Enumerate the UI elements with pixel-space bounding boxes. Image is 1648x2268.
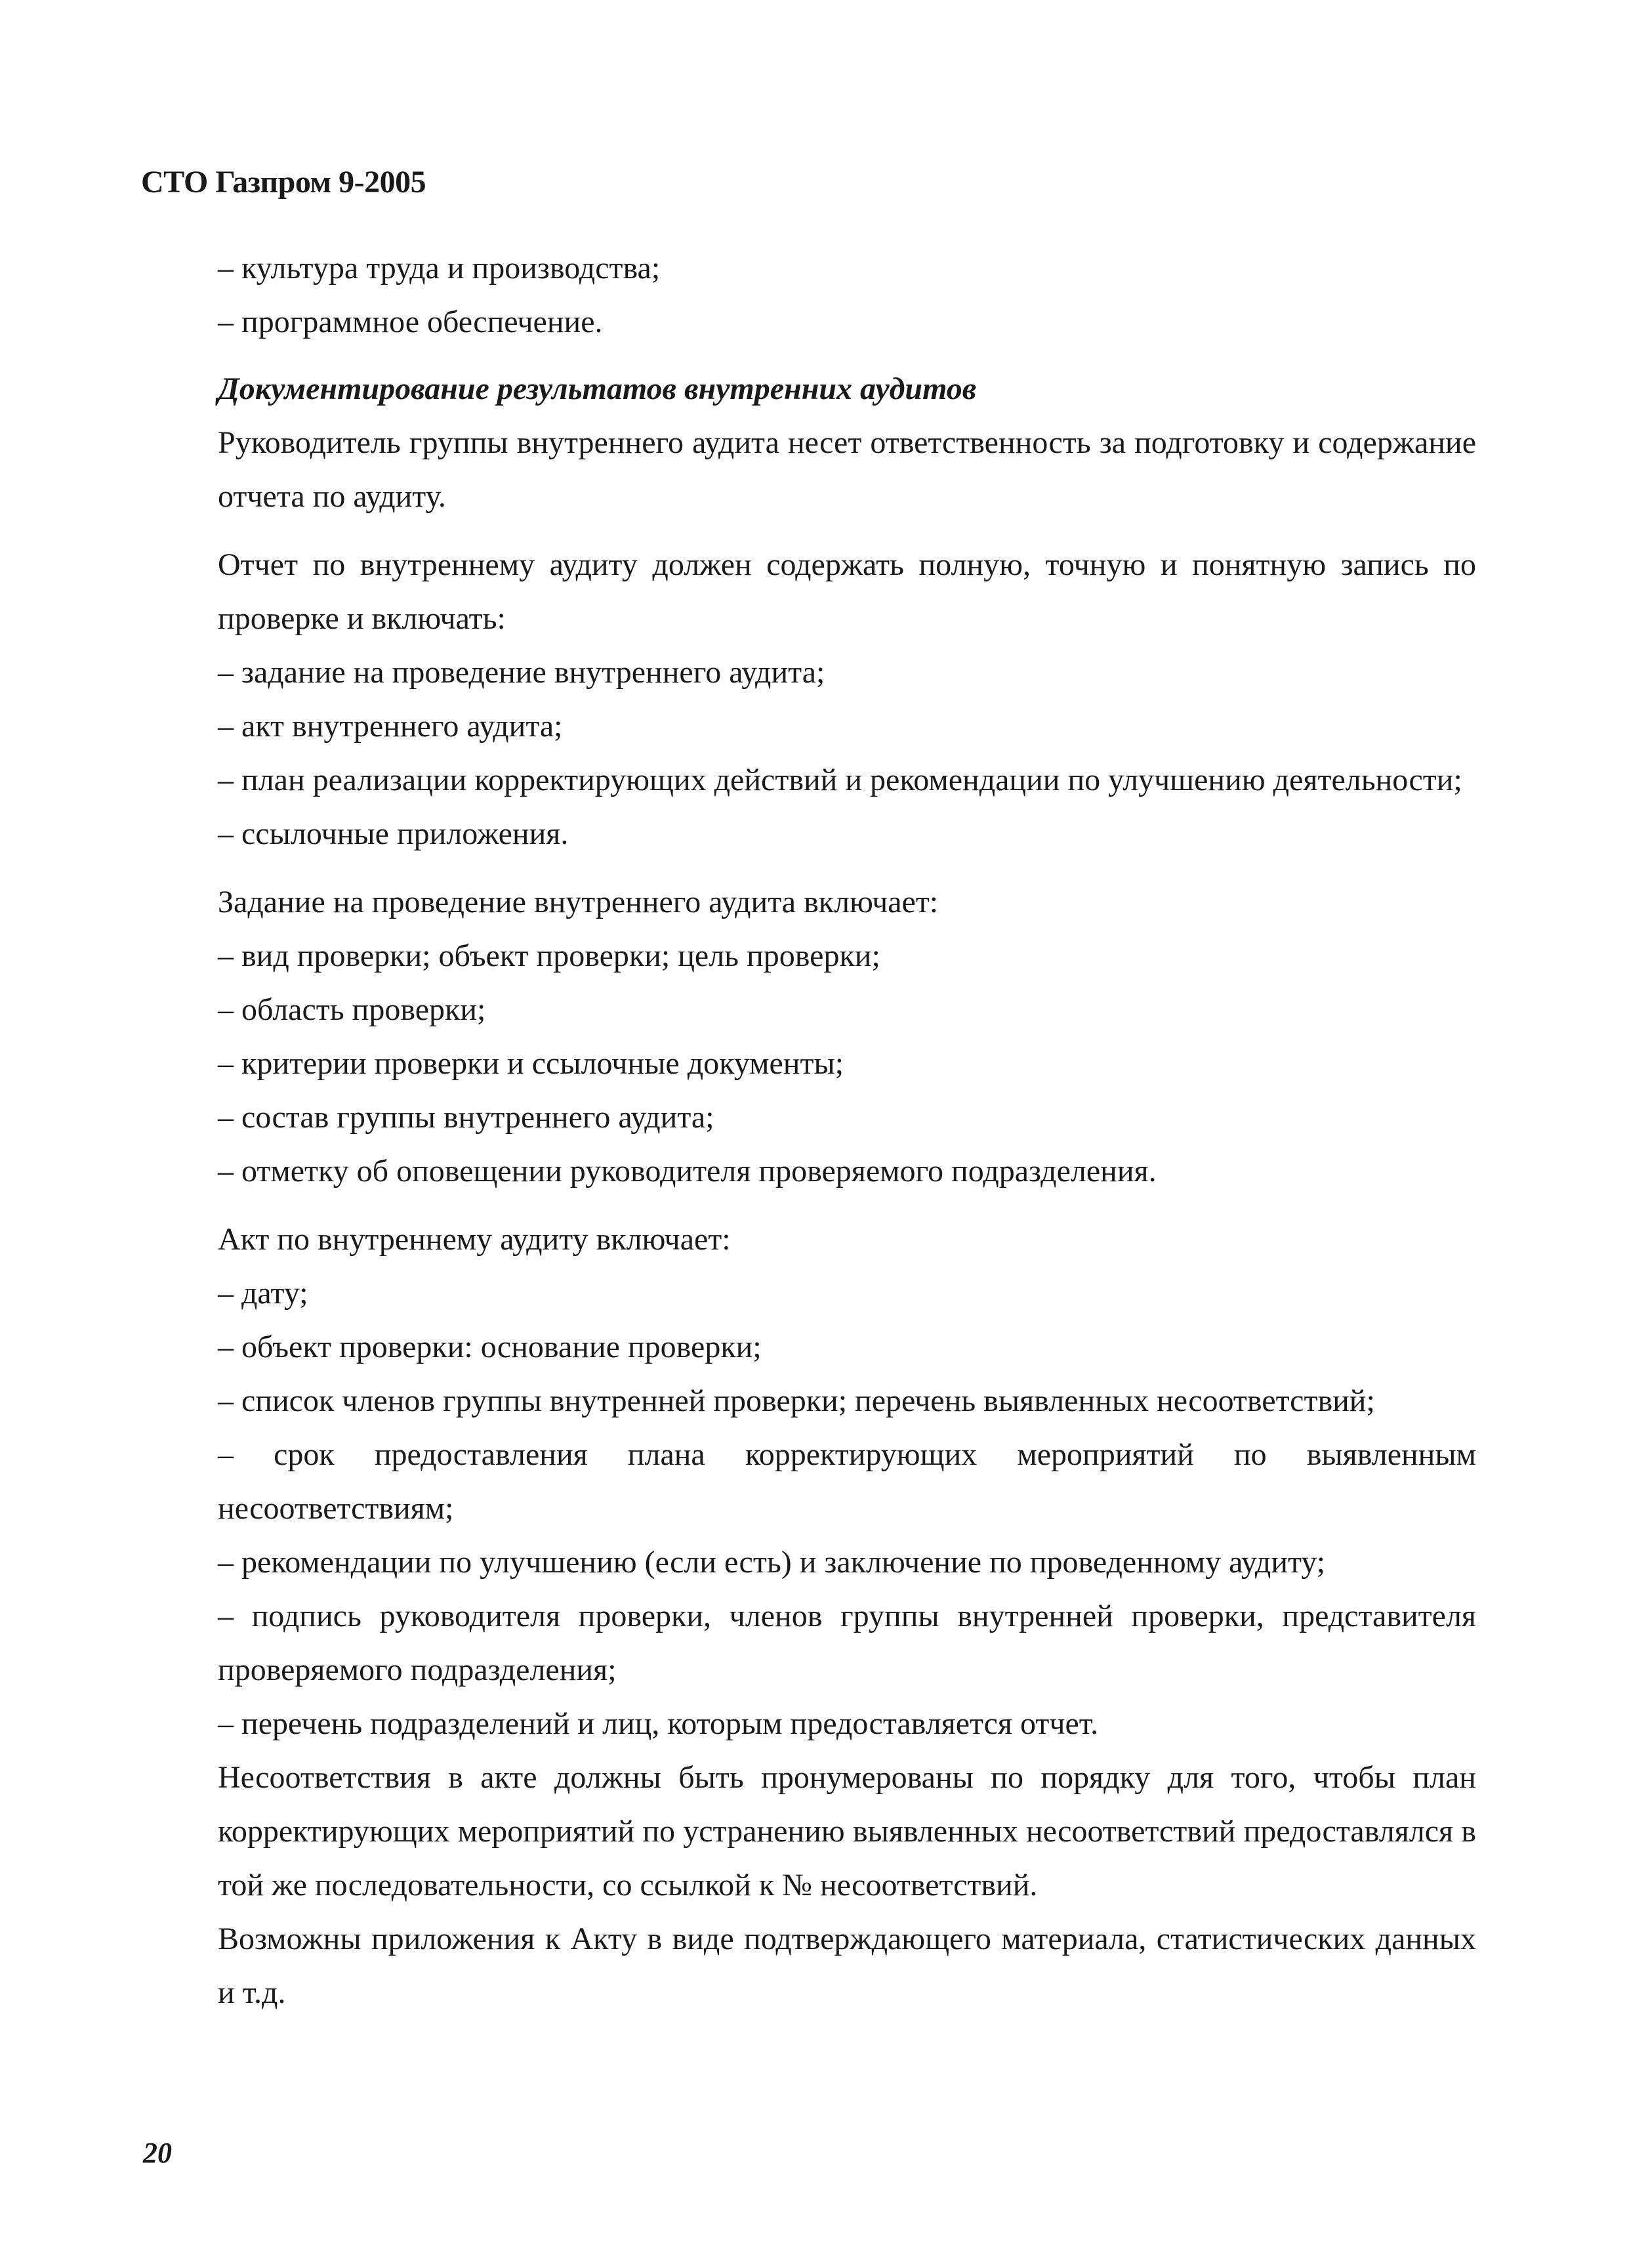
- list-item: – отметку об оповещении руководителя проверяемого подразделения.: [218, 1154, 1157, 1188]
- list-item: – критерии проверки и ссылочные документы;: [218, 1046, 844, 1081]
- list-item: – рекомендации по улучшению (если есть) и заключение по проведенному аудиту;: [218, 1545, 1326, 1580]
- list-item: – задание на проведение внутреннего аудита;: [218, 655, 825, 690]
- paragraph-attachments: Возможны приложения к Акту в виде подтверждающего материала, статистических данных и т.д.: [218, 1922, 1476, 2010]
- list-item: – культура труда и производства;: [218, 251, 661, 285]
- list-item: – подпись руководителя проверки, членов группы внутренней проверки, представителя проверяемого подразделения;: [218, 1599, 1476, 1687]
- document-header: СТО Газпром 9-2005: [141, 165, 426, 200]
- list-item: – срок предоставления плана корректирующих мероприятий по выявленным несоответствиям;: [218, 1437, 1476, 1526]
- list-item: – область проверки;: [218, 992, 486, 1027]
- list-item: – список членов группы внутренней проверки; перечень выявленных несоответствий;: [218, 1383, 1375, 1418]
- list-item: – дату;: [218, 1276, 308, 1311]
- list-item: – программное обеспечение.: [218, 304, 603, 339]
- paragraph-report-contents: Отчет по внутреннему аудиту должен содержать полную, точную и понятную запись по проверке и включать:: [218, 547, 1476, 636]
- paragraph-responsibility: Руководитель группы внутреннего аудита несет ответственность за подготовку и содержание отчета по аудиту.: [218, 425, 1476, 514]
- list-item: – перечень подразделений и лиц, которым предоставляется отчет.: [218, 1706, 1099, 1741]
- list-item: – объект проверки: основание проверки;: [218, 1330, 762, 1364]
- page-number: 20: [143, 2137, 172, 2169]
- act-intro: Акт по внутреннему аудиту включает:: [218, 1222, 731, 1257]
- list-item: – план реализации корректирующих действий и рекомендации по улучшению деятельности;: [218, 763, 1462, 797]
- paragraph-nonconformities: Несоответствия в акте должны быть пронумерованы по порядку для того, чтобы план корректирующих мероприятий по устранению выявленных несоответствий предоставлялся в той же последовательности, со ссылкой к № несоответствий.: [218, 1760, 1476, 1902]
- list-item: – вид проверки; объект проверки; цель проверки;: [218, 938, 880, 973]
- list-item: – акт внутреннего аудита;: [218, 709, 563, 744]
- list-item: – состав группы внутреннего аудита;: [218, 1100, 714, 1135]
- document-body: [144, 242, 1476, 2020]
- list-item: – ссылочные приложения.: [218, 816, 569, 851]
- task-intro: Задание на проведение внутреннего аудита включает:: [218, 885, 939, 919]
- section-heading: Документирование результатов внутренних аудитов: [218, 371, 977, 406]
